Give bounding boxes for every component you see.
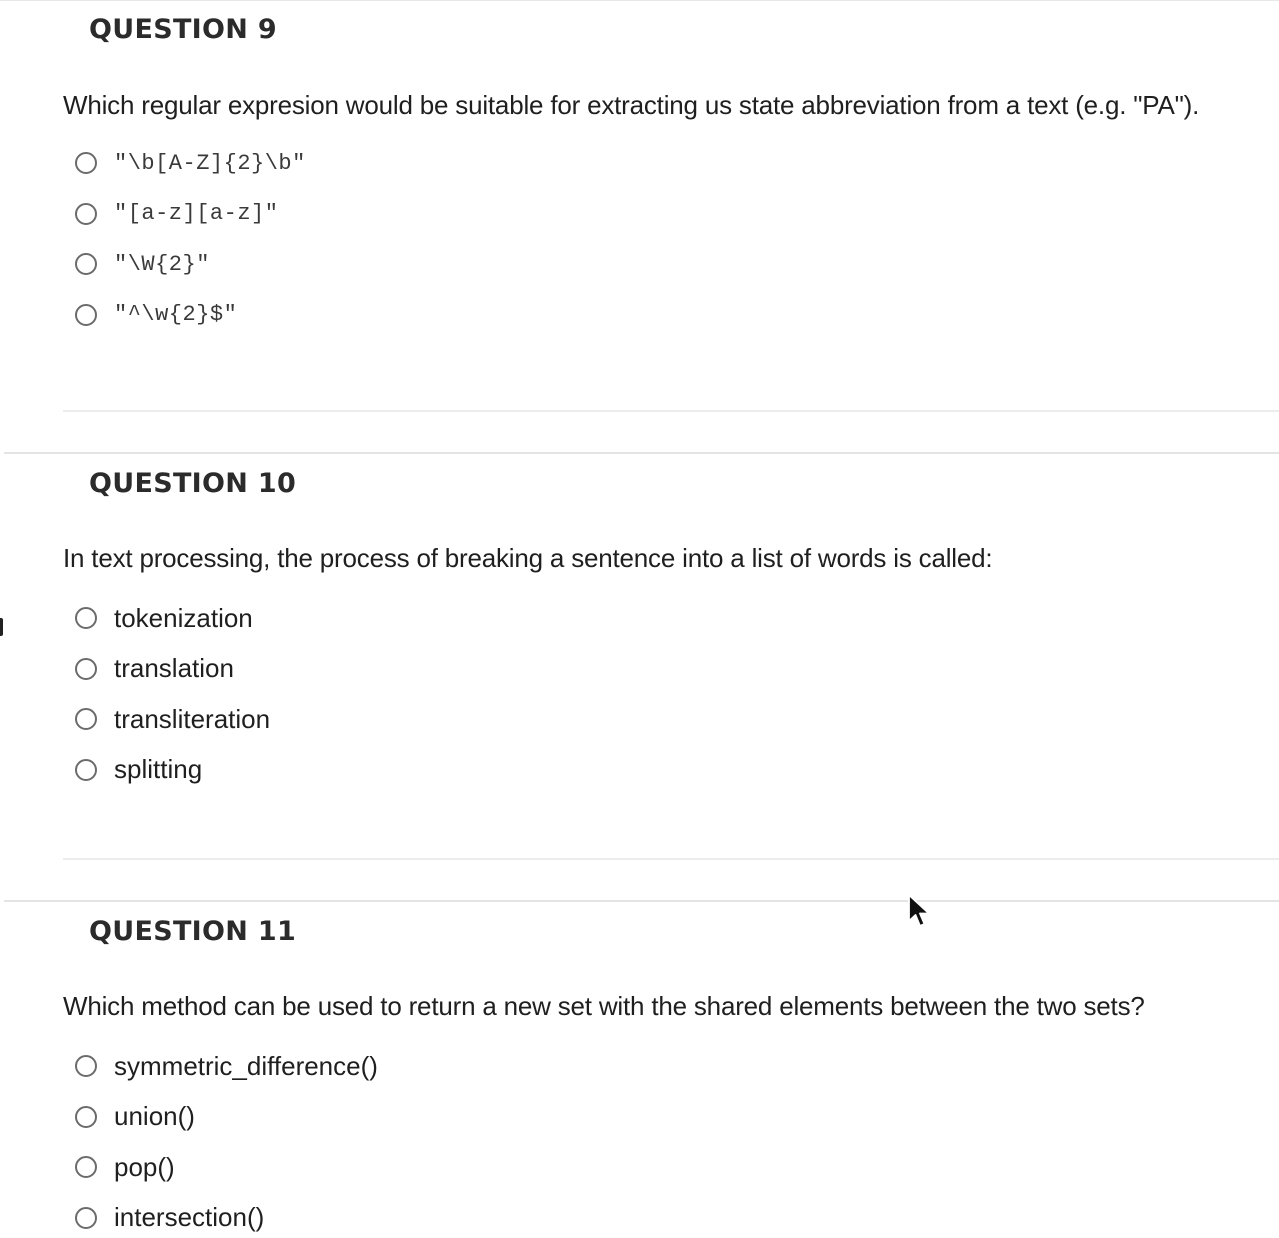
question-divider [63, 410, 1279, 412]
answer-label: "^\w{2}$" [114, 302, 238, 328]
radio-button-icon[interactable] [75, 759, 97, 781]
answer-option-1[interactable] [75, 593, 270, 644]
question-divider [63, 858, 1279, 860]
section-separator [4, 900, 1279, 902]
answer-options [75, 1041, 378, 1238]
top-divider [0, 0, 1279, 1]
radio-button-icon[interactable] [75, 607, 97, 629]
radio-button-icon[interactable] [75, 658, 97, 680]
radio-button-icon[interactable] [75, 1207, 97, 1229]
radio-button-icon[interactable] [75, 253, 97, 275]
radio-button-icon[interactable] [75, 708, 97, 730]
question-title: QUESTION 11 [89, 916, 297, 947]
radio-button-icon[interactable] [75, 152, 97, 174]
answer-label: "\W{2}" [114, 251, 210, 277]
answer-option-2[interactable] [75, 189, 306, 240]
answer-option-4[interactable] [75, 745, 270, 796]
radio-button-icon[interactable] [75, 1055, 97, 1077]
mouse-pointer-icon [907, 894, 933, 930]
radio-button-icon[interactable] [75, 1156, 97, 1178]
answer-label: pop() [114, 1151, 175, 1182]
answer-label: union() [114, 1101, 195, 1132]
answer-label: splitting [114, 754, 203, 785]
section-separator [4, 452, 1279, 454]
answer-option-1[interactable] [75, 1041, 378, 1092]
answer-option-1[interactable] [75, 138, 306, 189]
radio-button-icon[interactable] [75, 1106, 97, 1128]
answer-label: "\b[A-Z]{2}\b" [114, 150, 306, 176]
answer-option-4[interactable] [75, 1193, 378, 1238]
answer-options [75, 138, 306, 340]
question-text: Which method can be used to return a new set with the shared elements between the two sets? [63, 991, 1145, 1021]
answer-label: intersection() [114, 1202, 265, 1233]
question-text: Which regular expresion would be suitable for extracting us state abbreviation from a text (e.g. "PA"). [63, 90, 1200, 120]
answer-label: "[a-z][a-z]" [114, 201, 279, 227]
answer-label: tokenization [114, 602, 253, 633]
question-title: QUESTION 10 [89, 468, 297, 499]
question-text: In text processing, the process of breaking a sentence into a list of words is called: [63, 543, 993, 573]
answer-option-4[interactable] [75, 290, 306, 341]
answer-option-2[interactable] [75, 644, 270, 695]
question-title: QUESTION 9 [89, 14, 277, 45]
answer-option-3[interactable] [75, 239, 306, 290]
radio-button-icon[interactable] [75, 203, 97, 225]
answer-option-3[interactable] [75, 694, 270, 745]
answer-label: translation [114, 653, 234, 684]
answer-option-2[interactable] [75, 1092, 378, 1143]
left-edge-marker [0, 618, 3, 636]
answer-options [75, 593, 270, 795]
answer-label: transliteration [114, 703, 271, 734]
radio-button-icon[interactable] [75, 304, 97, 326]
answer-option-3[interactable] [75, 1142, 378, 1193]
answer-label: symmetric_difference() [114, 1050, 378, 1081]
